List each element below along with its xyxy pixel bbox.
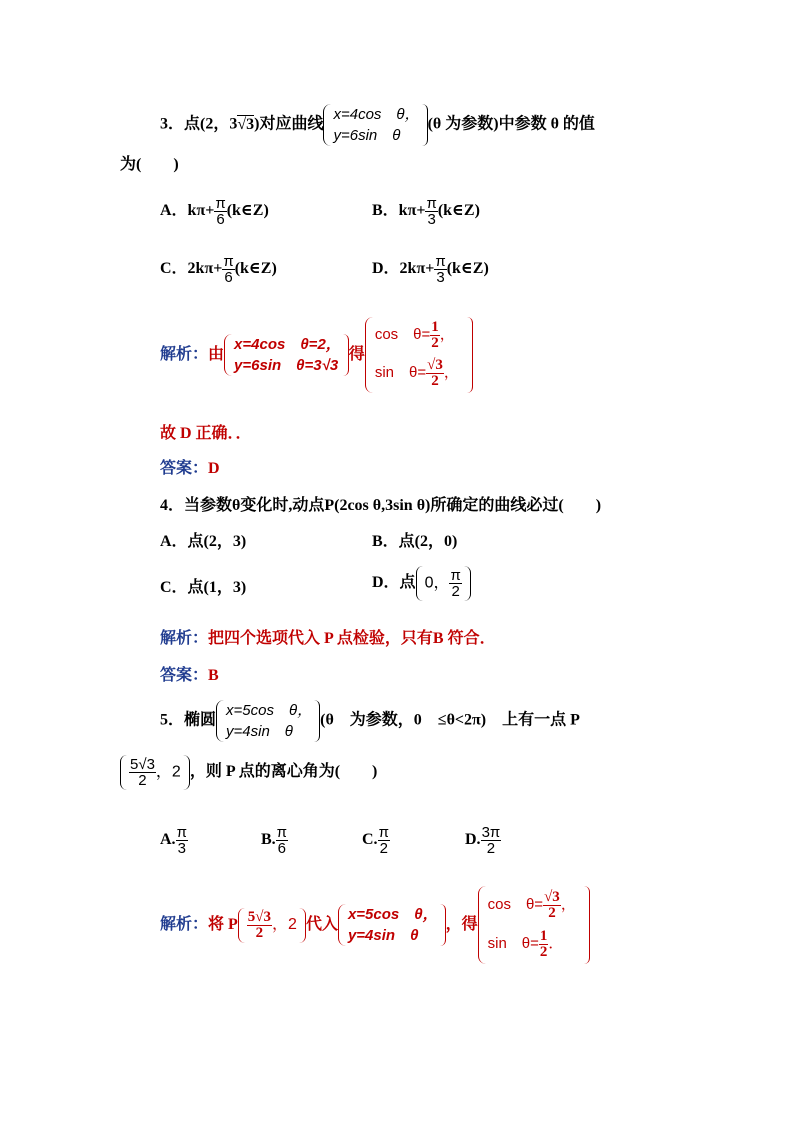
q4-option-d: D．点 0， $\frac{\pi}{2}$ xyxy=(372,568,471,599)
q3-stem-line1 xyxy=(160,104,595,146)
q5-result-sin-fraction: $\frac{1}{2}$ xyxy=(539,927,548,960)
q5-analysis-point: $\frac{5√3}{2}$ ，2 xyxy=(238,910,306,941)
q3-analysis-result-system: cos θ= $\frac{1}{2}$ ， sin θ= $\frac{√3}{2}$ ， xyxy=(365,317,473,393)
q3-result-cos-fraction: $\frac{1}{2}$ xyxy=(431,318,439,351)
q5-analysis: 解析：将 P $\frac{5√3}{2}$ ，2 代入 x=5cos θ， y=4sin θ ，得 cos θ= $\frac{√3}{2}$ ， sin θ= $\frac{1}{2}$ ． xyxy=(160,885,590,965)
q3-sqrt3: √3 xyxy=(237,115,255,133)
q3-option-c: C．2kπ+ $\frac{\pi}{6}$ (k∈Z) xyxy=(160,253,277,286)
q4-option-d-point: 0， $\frac{\pi}{2}$ xyxy=(416,568,471,599)
q4-answer-value: B xyxy=(208,667,219,684)
q3-analysis-label: 解析： xyxy=(160,346,209,363)
q3-option-a: A．kπ+ $\frac{\pi}{6}$ (k∈Z) xyxy=(160,195,269,228)
q3-option-b: B．kπ+ $\frac{\pi}{3}$ (k∈Z) xyxy=(372,195,480,228)
q5-point-p: $\frac{5√3}{2}$ ，2 xyxy=(120,757,190,788)
q3-option-d-fraction: $\frac{\pi}{3}$ xyxy=(435,253,446,286)
q3-answer-value: D xyxy=(208,460,220,477)
q4-option-b: B．点(2，0) xyxy=(372,533,458,550)
q3-option-a-fraction: $\frac{\pi}{6}$ xyxy=(215,195,226,228)
q5-stem-line1: 5．椭圆 x=5cos θ， y=4sin θ (θ 为参数，0 ≤θ<2π) 上有一点 P xyxy=(160,702,580,740)
q3-option-d: D．2kπ+ $\frac{\pi}{3}$ (k∈Z) xyxy=(372,253,489,286)
q5-option-d: D. $\frac{3\pi}{2}$ xyxy=(465,824,501,857)
q5-analysis-result-system: cos θ= $\frac{√3}{2}$ ， sin θ= $\frac{1}{2}$ ． xyxy=(478,886,590,964)
q5-ellipse-system: x=5cos θ， y=4sin θ xyxy=(216,700,320,742)
q4-option-c: C．点(1，3) xyxy=(160,579,247,596)
q3-stem-part-b: )对应曲线 xyxy=(254,115,324,133)
q3-analysis: 解析：由 x=4cos θ=2， y=6sin θ=3√3 得 cos θ= $\frac{1}{2}$ ， sin θ= $\frac{√3}{2}$ ， xyxy=(160,315,473,395)
q4-answer-label: 答案： xyxy=(160,667,209,684)
q5-analysis-system: x=5cos θ， y=4sin θ xyxy=(338,904,446,946)
q3-stem-part-a: 3．点(2，3 xyxy=(160,115,238,133)
q5-stem-line2: $\frac{5√3}{2}$ ，2 ，则 P 点的离心角为( ) xyxy=(120,757,377,788)
q3-answer xyxy=(160,459,220,479)
q4-option-a: A．点(2，3) xyxy=(160,533,247,550)
q3-answer-label: 答案： xyxy=(160,460,209,477)
q3-conclusion: 故 D 正确．． xyxy=(160,425,252,442)
q3-curve-system: x=4cos θ， y=6sin θ xyxy=(323,104,427,146)
q4-answer xyxy=(160,666,219,686)
q3-option-c-fraction: $\frac{\pi}{6}$ xyxy=(223,253,234,286)
q5-option-c: C. $\frac{\pi}{2}$ xyxy=(362,824,389,857)
q5-analysis-label: 解析： xyxy=(160,916,209,933)
q4-analysis-label: 解析： xyxy=(160,630,209,647)
q3-analysis-system: x=4cos θ=2， y=6sin θ=3√3 xyxy=(224,334,349,376)
q3-stem-part-c: (θ 为参数)中参数 θ 的值 xyxy=(427,115,595,133)
q5-result-cos-fraction: $\frac{√3}{2}$ xyxy=(544,888,560,921)
q3-option-b-fraction: $\frac{\pi}{3}$ xyxy=(426,195,437,228)
q5-option-b: B. $\frac{\pi}{6}$ xyxy=(261,824,288,857)
q3-stem-line2: 为( ) xyxy=(120,156,179,173)
q5-option-a: A. $\frac{\pi}{3}$ xyxy=(160,824,187,857)
q4-analysis: 解析：把四个选项代入 P 点检验，只有B 符合． xyxy=(160,630,496,647)
q3-result-sin-fraction: $\frac{√3}{2}$ xyxy=(427,356,443,389)
q4-stem: 4．当参数θ变化时,动点P(2cos θ,3sin θ)所确定的曲线必过( ) xyxy=(160,497,602,514)
